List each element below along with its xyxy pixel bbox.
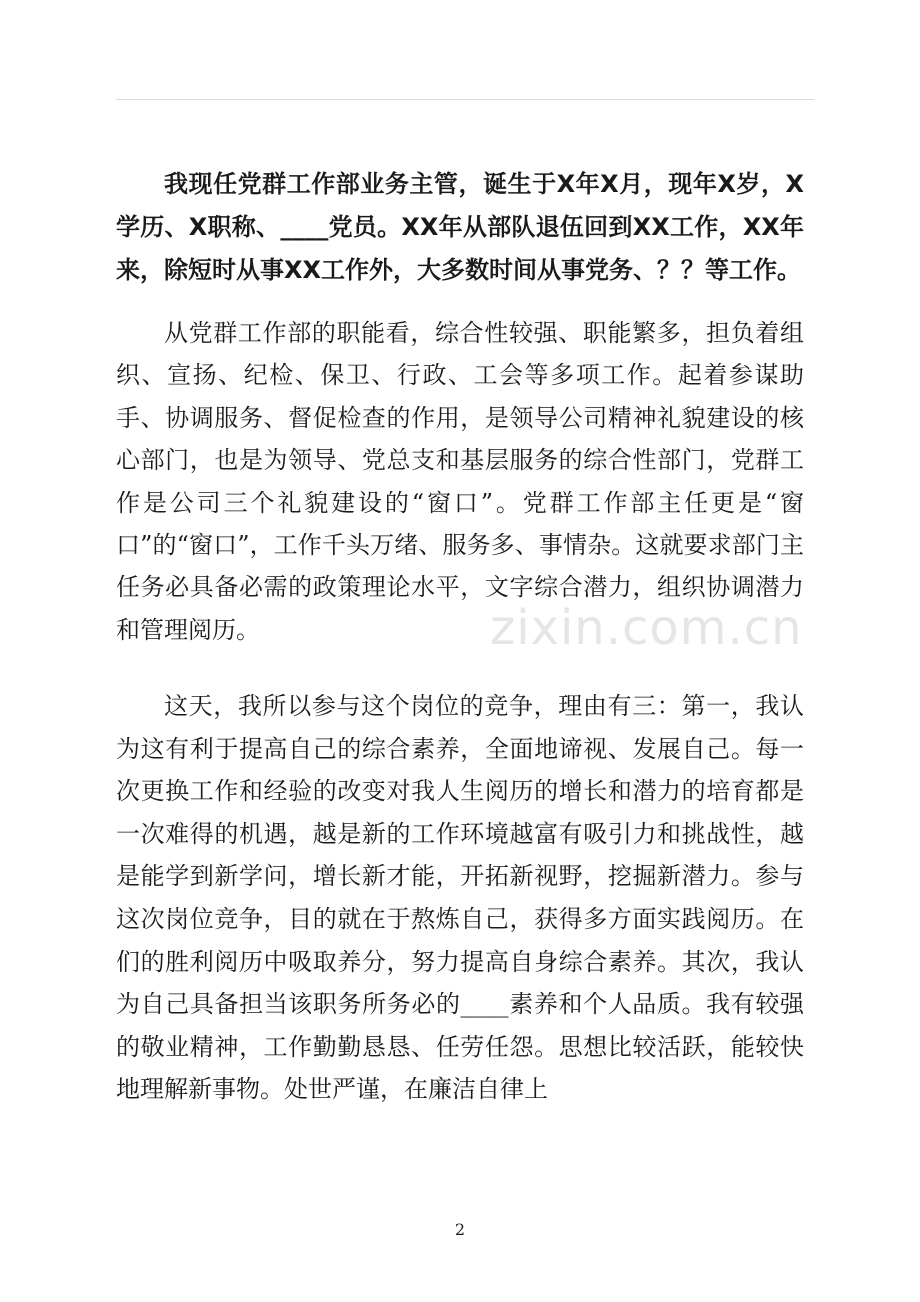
watermark: zixin.com.cn (490, 600, 803, 656)
page-number: 2 (454, 1220, 466, 1239)
paragraph-reasons: 这天，我所以参与这个岗位的竞争，理由有三：第一，我认为这有利于提高自己的综合素养，全面地谛视、发展自己。每一次更换工作和经验的改变对我人生阅历的增长和潜力的培育都是一次难得的机遇，越是新的工作环境越富有吸引力和挑战性，越是能学到新学问，增长新才能，开拓新视野，挖掘新潜力。参与这次岗位竞争，目的就在于熬炼自己，获得多方面实践阅历。在们的胜利阅历中吸取养分，努力提高自身综合素养。其次，我认为自己具备担当该职务所务必的____素养和个人品质。我有较强的敬业精神，工作勤勤恳恳、任劳任怨。思想比较活跃，能较快地理解新事物。处世严谨，在廉洁自律上 (116, 692, 804, 1104)
paragraph-intro: 我现任党群工作部业务主管，诞生于X年X月，现年X岁，X学历、X职称、____党员。XX年从部队退伍回到XX工作，XX年来，除短时从事XX工作外，大多数时间从事党务、？？等工作。 (116, 170, 804, 284)
paragraph-department-role: 从党群工作部的职能看，综合性较强、职能繁多，担负着组织、宣扬、纪检、保卫、行政、工会等多项工作。起着参谋助手、协调服务、督促检查的作用，是领导公司精神礼貌建设的核心部门，也是为领导、党总支和基层服务的综合性部门，党群工作是公司三个礼貌建设的“窗口”。党群工作部主任更是“窗口”的“窗口”，工作千头万绪、服务多、事情杂。这就要求部门主任务必具备必需的政策理论水平，文字综合潜力，组织协调潜力和管理阅历。 (116, 319, 804, 644)
header-rule (116, 99, 814, 100)
